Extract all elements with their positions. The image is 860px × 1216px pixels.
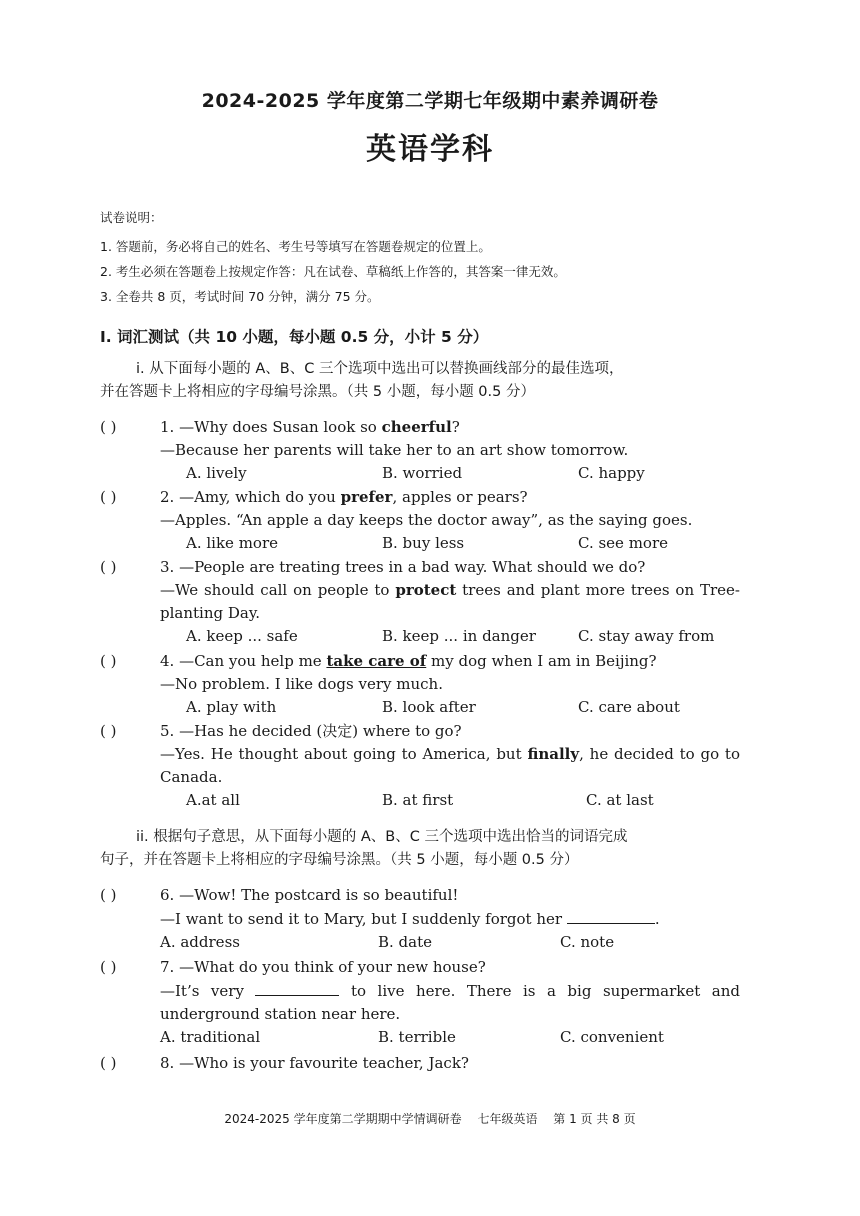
exam-title: 2024-2025 学年度第二学期七年级期中素养调研卷 [201,90,659,112]
question-response [100,907,740,931]
answer-blank [255,979,339,996]
option-b: B. worried [382,464,463,482]
option-c: C. convenient [560,1028,664,1046]
question-7 [100,956,740,1049]
option-b: B. date [378,933,433,951]
question-6 [100,884,740,954]
option-a: A.at all [186,791,240,809]
underlined-keyword: take care of [326,652,427,670]
response-text-end: , he decided to go to Canada. [160,745,740,786]
question-stem-end: , apples or pears? [392,488,528,506]
note-item: 2. 考生必须在答题卷上按规定作答：凡在试卷、草稿纸上作答的，其答案一律无效。 [100,264,566,279]
options-row [100,1026,740,1049]
answer-paren: ( ) [100,652,117,670]
exam-notes [100,208,566,309]
question-stem-end: ? [451,418,460,436]
option-c: C. at last [586,791,654,809]
instruction-line: 句子，并在答题卡上将相应的字母编号涂黑。（共 5 小题，每小题 0.5 分） [100,852,579,868]
note-item: 1. 答题前，务必将自己的姓名、考生号等填写在答题卷规定的位置上。 [100,239,491,254]
question-stem-end: my dog when I am in Beijing? [426,652,657,670]
notes-heading: 试卷说明： [100,210,163,225]
options-row [100,789,740,812]
question-stem: 6. —Wow! The postcard is so beautiful! [160,886,459,904]
question-4 [100,650,740,719]
answer-paren: ( ) [100,418,117,436]
response-text: —We should call on people to [160,581,396,599]
question-3 [100,556,740,648]
question-stem: 8. —Who is your favourite teacher, Jack? [160,1054,469,1072]
question-response [100,579,740,625]
question-response: —Because her parents will take her to an art show tomorrow. [160,441,629,459]
option-b: B. look after [382,698,476,716]
option-b: B. buy less [382,534,465,552]
question-response: —No problem. I like dogs very much. [160,675,443,693]
answer-paren: ( ) [100,488,117,506]
question-stem: 7. —What do you think of your new house? [160,958,486,976]
options-row [100,696,740,719]
option-b: B. terrible [378,1028,456,1046]
options-row [100,931,740,954]
option-a: A. like more [186,534,278,552]
subject-title: 英语学科 [366,132,494,167]
question-2 [100,486,740,555]
question-response: —Apples. “An apple a day keeps the doctor away”, as the saying goes. [160,511,693,529]
keyword: finally [527,745,580,763]
question-5 [100,720,740,812]
answer-paren: ( ) [100,558,117,576]
response-text: —It’s very [160,982,256,1000]
option-a: A. play with [186,698,277,716]
keyword: cheerful [381,418,452,436]
instruction-line: ii. 根据句子意思，从下面每小题的 A、B、C 三个选项中选出恰当的词语完成 [136,829,628,845]
option-c: C. stay away from [578,627,715,645]
option-c: C. see more [578,534,668,552]
section-heading: I. 词汇测试（共 10 小题，每小题 0.5 分，小计 5 分） [100,328,489,346]
response-text-end: to live here. There is a big supermarket and underground station near here. [160,982,741,1023]
option-b: B. at first [382,791,454,809]
answer-paren: ( ) [100,1054,117,1072]
footer-exam-name: 2024-2025 学年度第二学期期中学情调研卷 [224,1112,462,1126]
keyword: prefer [340,488,393,506]
footer-grade: 七年级英语 [477,1112,538,1126]
part-i-instructions [100,358,740,404]
options-row [100,625,740,648]
option-b: B. keep ... in danger [382,627,536,645]
question-stem: 3. —People are treating trees in a bad way. What should we do? [160,558,646,576]
question-stem: 5. —Has he decided (决定) where to go? [160,722,462,740]
question-response [100,743,740,789]
answer-paren: ( ) [100,886,117,904]
option-a: A. keep ... safe [186,627,298,645]
answer-paren: ( ) [100,958,117,976]
response-text-end: . [654,910,660,928]
question-stem: 4. —Can you help me [160,652,327,670]
keyword: protect [395,581,457,599]
question-8 [100,1052,740,1075]
part-ii-instructions [100,826,740,872]
option-a: A. lively [186,464,247,482]
options-row [100,532,740,555]
question-stem: 1. —Why does Susan look so [160,418,382,436]
answer-paren: ( ) [100,722,117,740]
instruction-line: 并在答题卡上将相应的字母编号涂黑。（共 5 小题，每小题 0.5 分） [100,384,535,400]
response-text: —Yes. He thought about going to America, but [160,745,528,763]
question-response [100,979,740,1026]
option-a: A. traditional [160,1028,261,1046]
options-row [100,462,740,485]
question-stem: 2. —Amy, which do you [160,488,341,506]
answer-blank [567,907,655,924]
option-a: A. address [160,933,240,951]
option-c: C. note [560,933,615,951]
question-1 [100,416,740,485]
footer-page-number: 第 1 页 共 8 页 [553,1112,636,1126]
page-footer [0,1110,860,1127]
response-text-end: trees and plant more trees on Tree-planting Day. [160,581,741,622]
note-item: 3. 全卷共 8 页，考试时间 70 分钟，满分 75 分。 [100,289,380,304]
option-c: C. happy [578,464,645,482]
option-c: C. care about [578,698,680,716]
response-text: —I want to send it to Mary, but I suddenly forgot her [160,910,567,928]
instruction-line: i. 从下面每小题的 A、B、C 三个选项中选出可以替换画线部分的最佳选项， [136,361,624,377]
